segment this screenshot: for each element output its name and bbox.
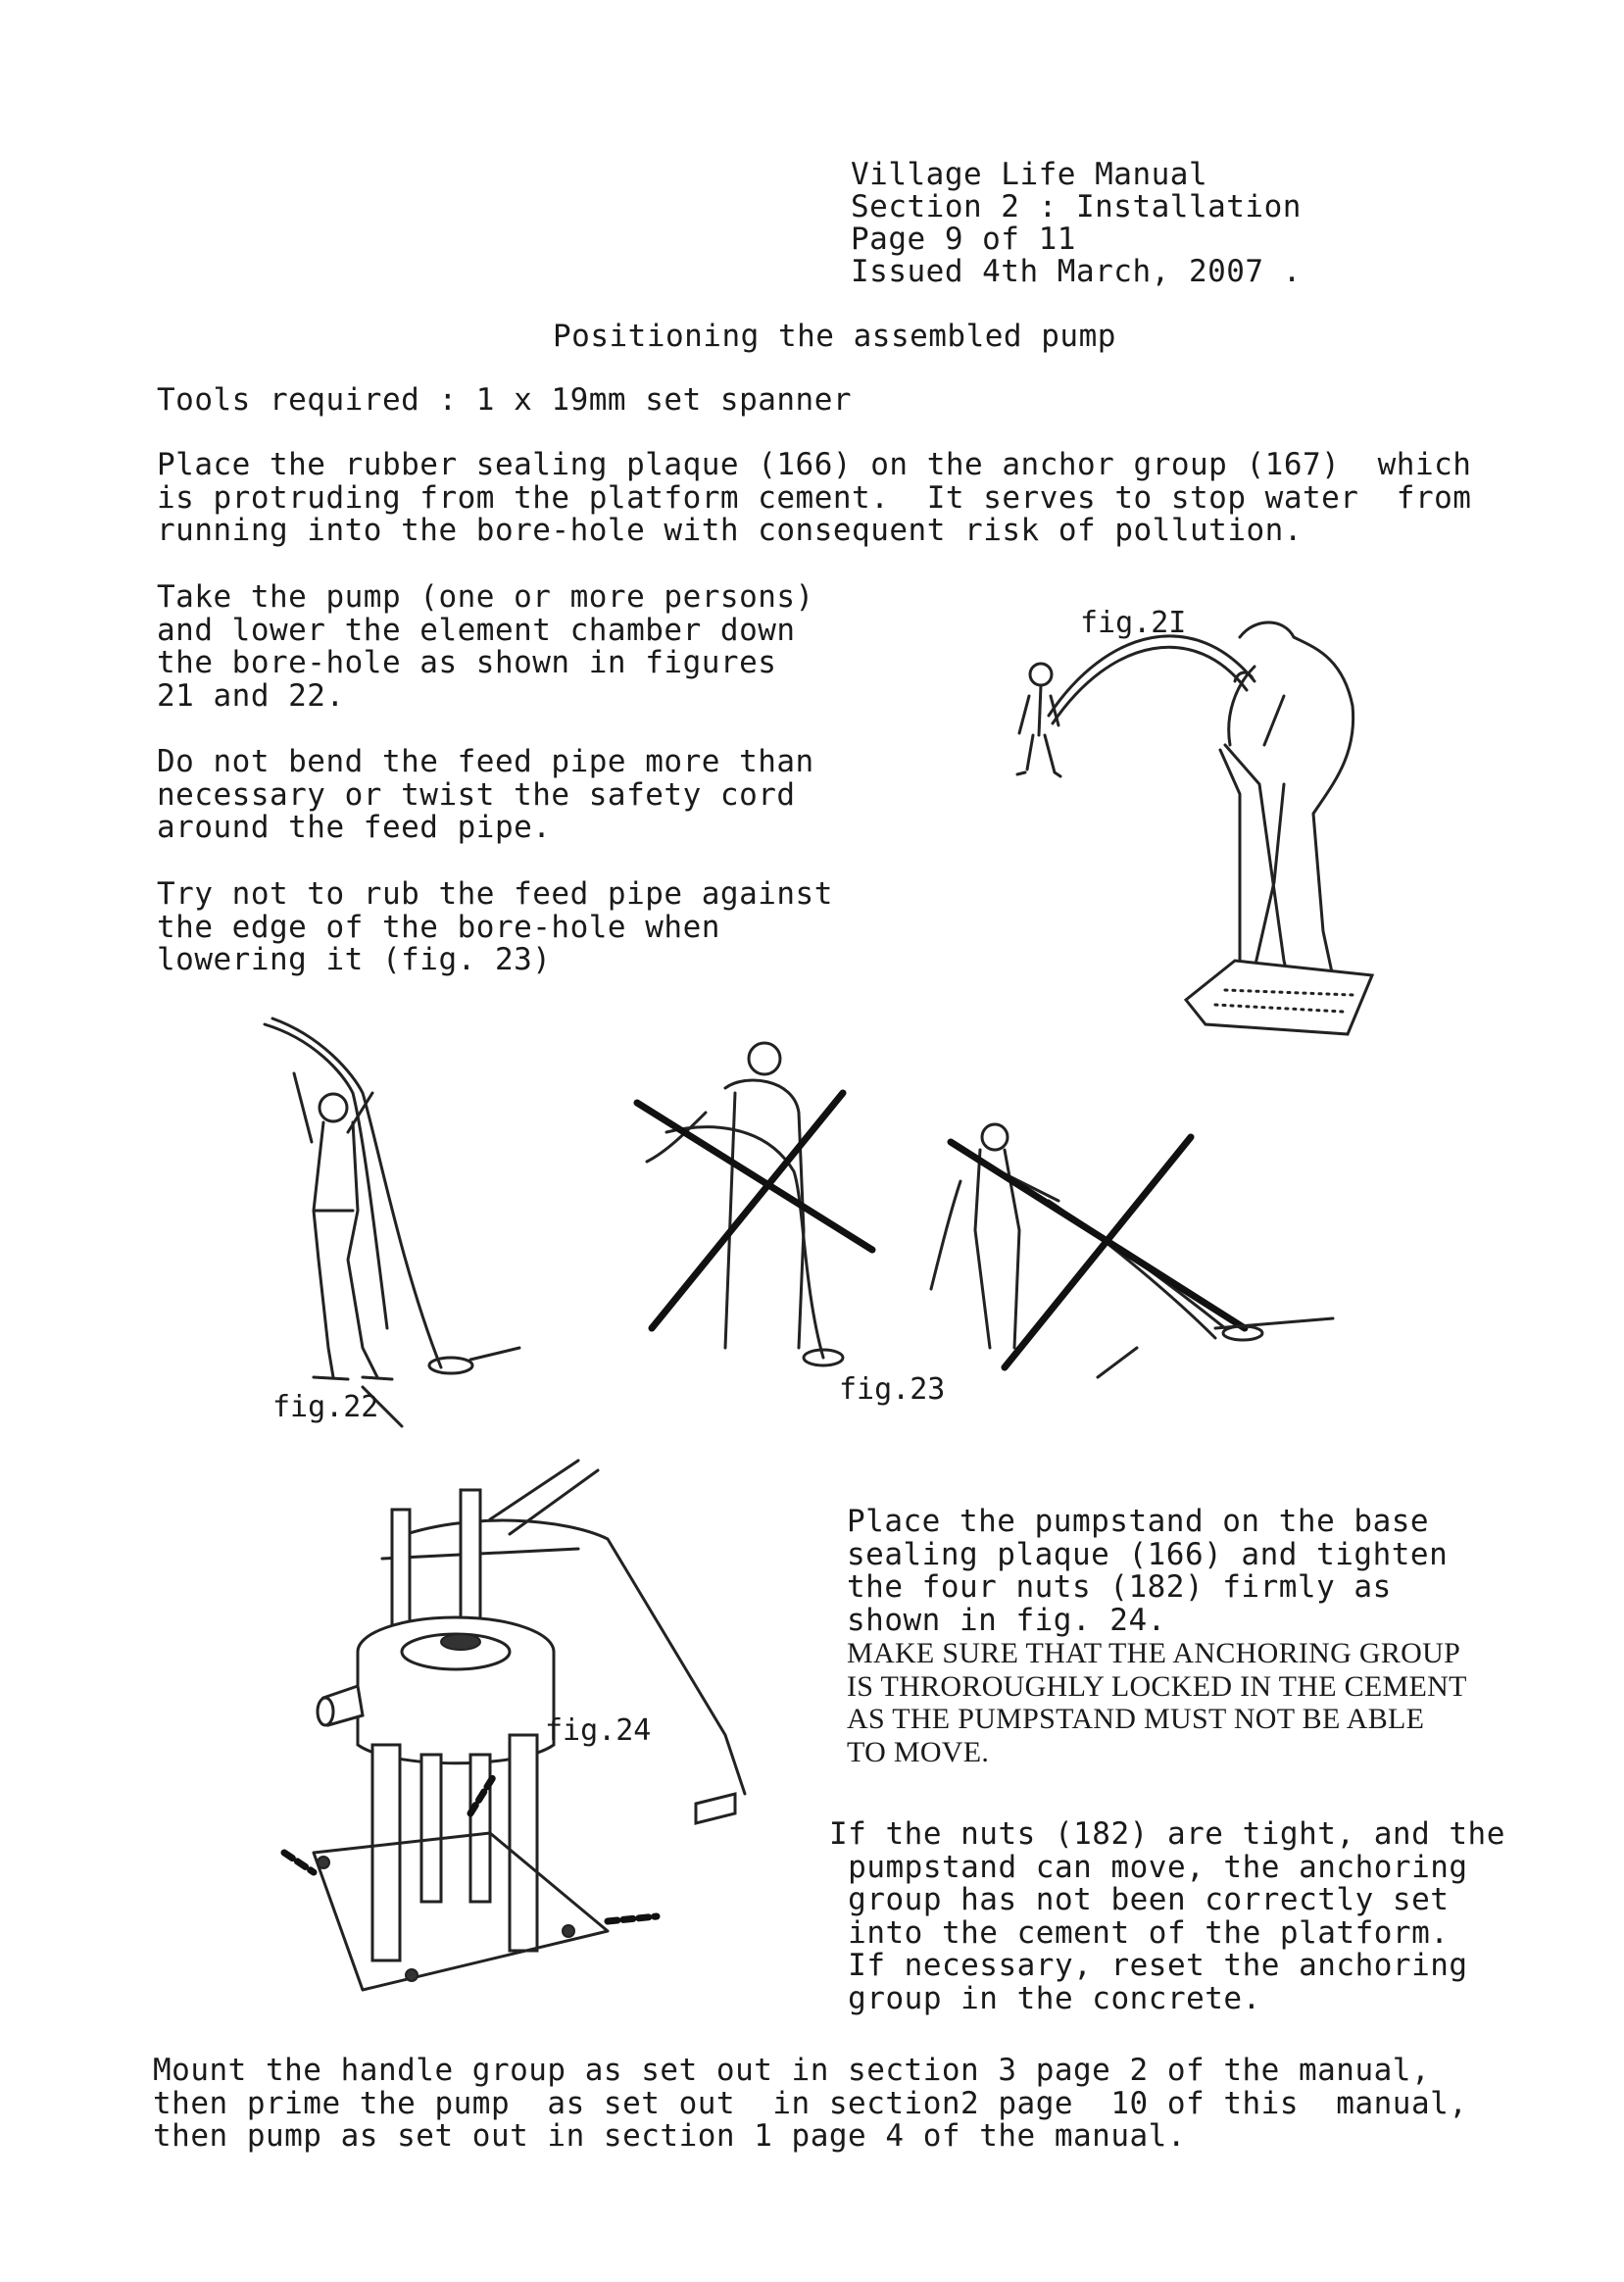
step3-paragraph [157,878,833,977]
step1-line: Take the pump (one or more persons) [157,579,814,615]
step1-paragraph [157,581,814,713]
step4-paragraph [847,1506,1448,1637]
step5-line: If necessary, reset the anchoring [829,1948,1468,1983]
fig23-caption: fig.23 [839,1372,946,1407]
step5-line: group in the concrete. [829,1980,1261,2016]
intro-line: is protruding from the platform cement. It serves to stop water from [157,479,1472,516]
fig23-illustration [627,1034,1343,1377]
header-manual-name: Village Life Manual [851,157,1208,192]
step2-line: Do not bend the feed pipe more than [157,744,814,779]
step1-line: and lower the element chamber down [157,612,796,648]
step1-line: 21 and 22. [157,677,345,714]
warning-line: MAKE SURE THAT THE ANCHORING GROUP [847,1637,1461,1669]
warning-paragraph [847,1637,1467,1768]
step5-line: into the cement of the platform. [829,1914,1450,1951]
tools-required: Tools required : 1 x 19mm set spanner [157,382,853,418]
step5-line: group has not been correctly set [829,1882,1450,1917]
step3-line: Try not to rub the feed pipe against [157,876,833,912]
fig24-caption: fig.24 [545,1713,652,1748]
warning-line: TO MOVE. [847,1735,990,1768]
step5-line: If the nuts (182) are tight, and the [829,1816,1505,1852]
step2-line: necessary or twist the safety cord [157,776,796,813]
closing-line: then prime the pump as set out in section2 page 10 of this manual, [153,2085,1468,2121]
step4-line: Place the pumpstand on the base [847,1504,1430,1539]
step2-paragraph [157,746,814,845]
closing-line: Mount the handle group as set out in section 3 page 2 of the manual, [153,2053,1431,2088]
step5-line: pumpstand can move, the anchoring [829,1849,1468,1885]
intro-line: Place the rubber sealing plaque (166) on the anchor group (167) which [157,447,1472,482]
fig24-illustration [274,1441,784,1990]
closing-paragraph [153,2055,1467,2154]
step3-line: lowering it (fig. 23) [157,942,552,977]
header-issue-date: Issued 4th March, 2007 . [851,254,1302,289]
fig21-caption: fig.2I [1080,606,1187,640]
fig22-illustration [255,1015,568,1426]
intro-line: running into the bore-hole with consequent risk of pollution. [157,513,1303,548]
fig22-caption: fig.22 [272,1390,379,1424]
fig21-illustration [990,588,1402,1019]
header-section: Section 2 : Installation [851,189,1302,224]
step4-line: sealing plaque (166) and tighten [847,1536,1449,1572]
page-title: Positioning the assembled pump [553,319,1116,354]
intro-paragraph [157,449,1471,548]
warning-line: AS THE PUMPSTAND MUST NOT BE ABLE [847,1703,1425,1735]
step2-line: around the feed pipe. [157,810,552,845]
step3-line: the edge of the bore-hole when [157,909,720,945]
closing-line: then pump as set out in section 1 page 4 of the manual. [153,2118,1186,2154]
step5-paragraph [829,1818,1505,2015]
step1-line: the bore-hole as shown in figures [157,645,777,680]
step4-line: shown in fig. 24. [847,1602,1166,1638]
warning-line: IS THROROUGHLY LOCKED IN THE CEMENT [847,1669,1467,1703]
header-page-number: Page 9 of 11 [851,222,1076,257]
step4-line: the four nuts (182) firmly as [847,1569,1392,1605]
